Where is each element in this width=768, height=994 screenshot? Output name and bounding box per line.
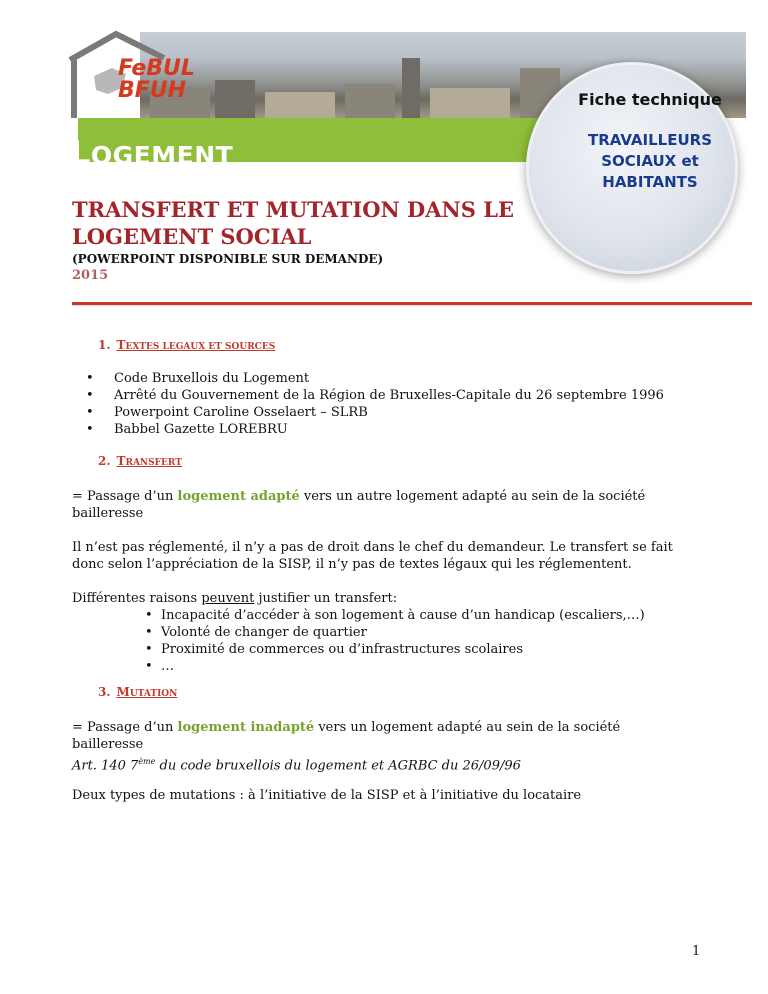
list-item: • Babbel Gazette LOREBRU: [86, 421, 726, 438]
document-year: 2015: [72, 268, 109, 283]
reasons-intro: Différentes raisons peuvent justifier un transfert:: [72, 591, 398, 606]
list-item: • Powerpoint Caroline Osselaert – SLRB: [86, 404, 726, 421]
title-divider: [72, 302, 752, 305]
article-reference: Art. 140 7ème du code bruxellois du logement et AGRBC du 26/09/96: [72, 757, 521, 774]
banner-title: LOGEMENT: [70, 134, 234, 172]
page-number: 1: [692, 944, 701, 959]
audience-label: TRAVAILLEURS SOCIAUX et HABITANTS: [587, 131, 713, 191]
sources-list: [86, 370, 726, 438]
list-item: • Proximité de commerces ou d’infrastructures scolaires: [145, 641, 705, 658]
section-heading-3: 3. MUTATION: [98, 685, 178, 699]
document-title: TRANSFERT ET MUTATION DANS LE LOGEMENT SOCIAL: [72, 197, 514, 249]
mutation-definition: = Passage d’un logement inadapté vers un logement adapté au sein de la société bailleresse: [72, 720, 621, 752]
section-heading-2: 2. TRANSFERT: [98, 454, 182, 468]
reasons-list: [145, 607, 705, 675]
list-item: • Arrêté du Gouvernement de la Région de Bruxelles-Capitale du 26 septembre 1996: [86, 387, 726, 404]
list-item: • Incapacité d’accéder à son logement à cause d’un handicap (escaliers,…): [145, 607, 705, 624]
section-heading-1: 1. TEXTES LEGAUX ET SOURCES: [98, 338, 276, 352]
list-item: • …: [145, 658, 705, 675]
transfert-definition: = Passage d’un logement adapté vers un autre logement adapté au sein de la société bailleresse: [72, 489, 646, 521]
list-item: • Code Bruxellois du Logement: [86, 370, 726, 387]
mutation-types: Deux types de mutations : à l’initiative de la SISP et à l’initiative du locataire: [72, 788, 582, 803]
list-item: • Volonté de changer de quartier: [145, 624, 705, 641]
febul-logo: FeBUL BFUH: [118, 56, 195, 103]
transfert-paragraph: Il n’est pas réglementé, il n’y a pas de droit dans le chef du demandeur. Le transfert se fait donc selon l’appréciation de la SISP, il n’y pas de textes légaux qui les réglementent.: [72, 540, 673, 572]
document-subtitle: (POWERPOINT DISPONIBLE SUR DEMANDE): [72, 252, 384, 266]
fiche-technique-label: Fiche technique: [578, 90, 722, 109]
